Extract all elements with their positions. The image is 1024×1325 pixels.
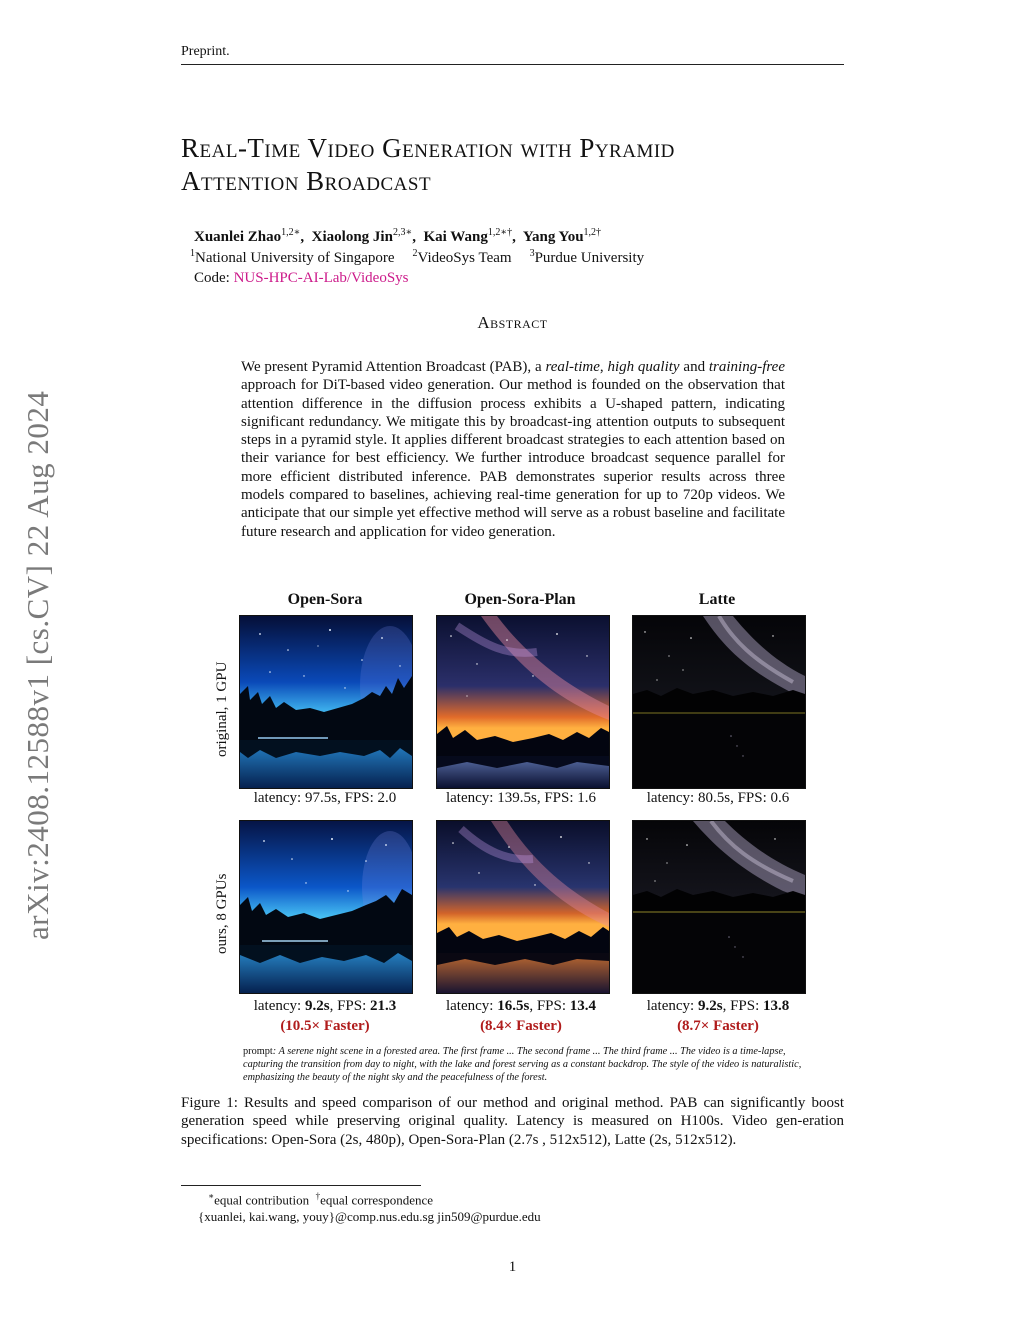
paper-title [181, 132, 861, 198]
fps-value: 2.0 [377, 790, 397, 806]
fps-label: , FPS: [536, 790, 578, 806]
code-label: Code: [194, 270, 234, 286]
footnote-emails: {xuanlei, kai.wang, youy}@comp.nus.edu.sg jin509@purdue.edu [198, 1209, 541, 1224]
footnote-mark: † [315, 1191, 321, 1201]
night-sky-image [240, 616, 412, 788]
night-sky-image [633, 821, 805, 993]
latency-value: 139.5s [497, 790, 537, 806]
latency-label: latency: [445, 790, 498, 806]
latency-value: 9.2s [304, 998, 330, 1014]
frame-open-sora-plan-original [436, 615, 610, 789]
author-name: Yang You [522, 229, 584, 245]
fps-value: 21.3 [370, 998, 397, 1014]
abstract-emphasis: high quality [607, 359, 680, 375]
metric-latte-ours [618, 998, 818, 1015]
night-sky-image [240, 821, 412, 993]
column-title-open-sora-plan: Open-Sora-Plan [464, 591, 576, 608]
running-header: Preprint. [181, 44, 230, 59]
author-list: Xuanlei Zhao$^{1,2∗}$, Xiaolong Jin$^{2,3∗}$, Kai Wang$^{1,2∗\dagger}$, Yang You$^{1,2\dagger}$ [194, 227, 602, 245]
latency-value: 9.2s [697, 998, 723, 1014]
author-affil-sup: 2,3∗ [392, 227, 413, 238]
night-sky-image [437, 821, 609, 993]
frame-open-sora-ours [239, 820, 413, 994]
abstract-text: approach for DiT-based video generation. Our method is founded on the observation that attention difference in the diffusion process exhibits a U-shaped pattern, indicating significant redundancy. We mitigate this by broadcast-ing attention outputs to subsequent steps in a pyramid style. It applies different broadcast strategies to each attention based on their variance for best efficiency. We further introduce broadcast sequence parallel for more efficient distributed inference. PAB demonstrates superior results across three models compared to baselines, achieving real-time generation for up to 720p videos. We anticipate that our simple yet effective method will serve as a robust baseline and facilitate future research and application for video generation. [241, 377, 785, 540]
frame-open-sora-plan-ours [436, 820, 610, 994]
night-sky-image [437, 616, 609, 788]
header-rule [181, 64, 844, 65]
figure-prompt [243, 1045, 811, 1084]
speedup-latte: (8.7× Faster) [677, 1018, 759, 1034]
fps-label: , FPS: [337, 790, 378, 806]
code-repo-link[interactable]: NUS-HPC-AI-Lab/VideoSys [233, 270, 409, 286]
latency-value: 97.5s [304, 790, 338, 806]
fps-label: , FPS: [529, 998, 570, 1014]
fps-label: , FPS: [722, 998, 764, 1014]
metric-latte-original [618, 790, 818, 807]
metric-open-sora-ours [225, 998, 425, 1015]
latency-label: latency: [646, 998, 698, 1014]
abstract-body [241, 358, 785, 541]
affil-name: National University of Singapore [195, 250, 395, 266]
frame-open-sora-original [239, 615, 413, 789]
frame-latte-ours [632, 820, 806, 994]
fps-label: , FPS: [329, 998, 371, 1014]
footnote-mark: ∗ [208, 1191, 215, 1201]
abstract-text: and [679, 359, 709, 375]
prompt-label: prompt [243, 1046, 273, 1057]
latency-label: latency: [646, 790, 698, 806]
metric-open-sora-plan-original [421, 790, 621, 807]
latency-label: latency: [253, 790, 305, 806]
arxiv-stamp: arXiv:2408.12588v1 [cs.CV] 22 Aug 2024 [20, 390, 55, 940]
author-affil-sup: 1,2∗† [487, 227, 513, 238]
affil-sup: 1 [190, 248, 195, 259]
latency-value: 80.5s [697, 790, 731, 806]
fps-value: 0.6 [770, 790, 790, 806]
affil-name: VideoSys Team [417, 250, 512, 266]
latency-value: 16.5s [497, 998, 530, 1014]
abstract-text: We present Pyramid Attention Broadcast (PAB), a [241, 359, 546, 375]
footnote-rule [181, 1185, 421, 1186]
latency-label: latency: [253, 998, 305, 1014]
footnote-text: equal correspondence [320, 1192, 434, 1208]
abstract-text: , [599, 359, 608, 375]
speedup-open-sora: (10.5× Faster) [280, 1018, 370, 1034]
fps-value: 13.4 [569, 998, 597, 1014]
fps-value: 13.8 [763, 998, 790, 1014]
abstract-heading: Abstract [477, 313, 548, 332]
prompt-text: : A serene night scene in a forested area. The first frame ... The second frame ... The third frame ... The video is a time-lapse, capturing the transition from day to night, with the lake and forest serving as a constant backdrop. The style of the video is naturalistic, emphasizing the beauty of the night sky and the peacefulness of the forest. [243, 1046, 802, 1083]
row-label-original: original, 1 GPU [214, 661, 230, 757]
fps-label: , FPS: [730, 790, 771, 806]
abstract-emphasis: real-time [545, 359, 600, 375]
affiliations [190, 248, 644, 267]
frame-latte-original [632, 615, 806, 789]
metric-open-sora-plan-ours [421, 998, 621, 1015]
author-affil-sup: 1,2∗ [281, 227, 301, 238]
row-label-ours: ours, 8 GPUs [214, 873, 230, 954]
figure-caption: Figure 1: Results and speed comparison of our method and original method. PAB can significantly boost generation speed while preserving original quality. Latency is measured on H100s. Video gen-eration specifications: Open-Sora (2s, 480p), Open-Sora-Plan (2.7s , 512x512), Latte (2s, 512x512). [181, 1095, 844, 1148]
code-line [194, 270, 409, 287]
title-line-1: Real-Time Video Generation with Pyramid [181, 133, 675, 163]
affil-name: Purdue University [534, 250, 645, 266]
author-name: Xuanlei Zhao [194, 229, 282, 245]
author-name: Xiaolong Jin [311, 229, 393, 245]
night-sky-image [633, 616, 805, 788]
latency-label: latency: [445, 998, 498, 1014]
column-title-latte: Latte [698, 591, 736, 608]
column-title-open-sora: Open-Sora [287, 591, 363, 608]
speedup-open-sora-plan: (8.4× Faster) [480, 1018, 562, 1034]
fps-value: 1.6 [577, 790, 597, 806]
affil-sup: 3 [529, 248, 535, 259]
author-affil-sup: 1,2† [583, 227, 602, 238]
title-line-2: Attention Broadcast [181, 166, 432, 196]
page-number: 1 [508, 1259, 517, 1275]
footnote-contribution [208, 1191, 433, 1208]
metric-open-sora-original [225, 790, 425, 807]
abstract-emphasis: training-free [708, 359, 785, 375]
author-name: Kai Wang [423, 229, 488, 245]
affil-sup: 2 [412, 248, 418, 259]
footnote-text: equal contribution [214, 1192, 310, 1208]
